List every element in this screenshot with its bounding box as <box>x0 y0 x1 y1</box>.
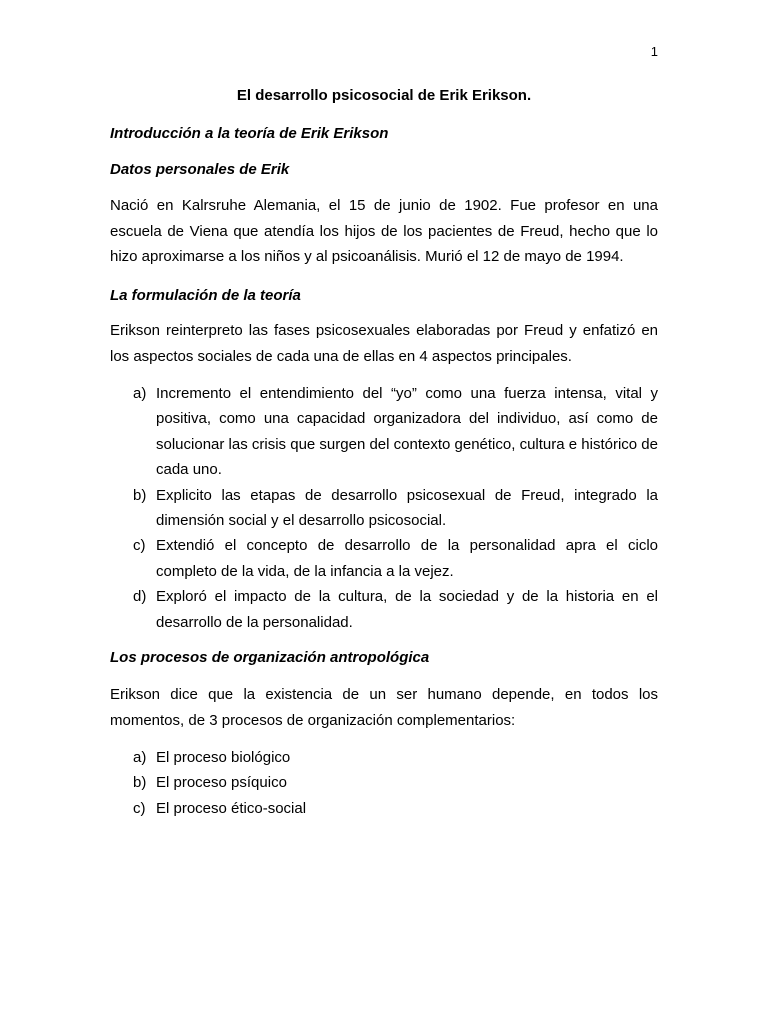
list-item <box>110 381 658 483</box>
heading-theory-formulation: La formulación de la teoría <box>110 287 301 304</box>
paragraph-personal-data: Nació en Kalrsruhe Alemania, el 15 de junio de 1902. Fue profesor en una escuela de Viena que atendía los hijos de los pacientes de Freud, hecho que lo hizo aproximarse a los niños y al psicoanálisis. Murió el 12 de mayo de 1994. <box>110 197 658 266</box>
list-marker: b) <box>133 774 147 792</box>
list-item <box>110 770 658 795</box>
list-item <box>110 745 658 770</box>
list-item <box>110 796 658 821</box>
list-item-text: Exploró el impacto de la cultura, de la sociedad y de la historia en el desarrollo de la personalidad. <box>156 588 658 631</box>
list-item <box>110 533 658 584</box>
list-item-text: Incremento el entendimiento del “yo” como una fuerza intensa, vital y positiva, como una capacidad organizadora del individuo, así como de solucionar las crisis que surgen del contexto genético, cultura e histórico de cada uno. <box>156 385 658 479</box>
paragraph-organization-processes: Erikson dice que la existencia de un ser humano depende, en todos los momentos, de 3 procesos de organización complementarios: <box>110 686 658 729</box>
list-item-text: Explicito las etapas de desarrollo psicosexual de Freud, integrado la dimensión social y el desarrollo psicosocial. <box>156 486 658 530</box>
paragraph-theory-formulation: Erikson reinterpreto las fases psicosexuales elaboradas por Freud y enfatizó en los aspectos sociales de cada una de ellas en 4 aspectos principales. <box>110 322 658 365</box>
page-number: 1 <box>650 44 658 59</box>
heading-personal-data: Datos personales de Erik <box>110 161 290 178</box>
list-item-text: El proceso ético-social <box>156 799 307 817</box>
list-marker: c) <box>133 537 146 555</box>
list-marker: d) <box>133 588 147 606</box>
list-item <box>110 483 658 534</box>
list-item-text: El proceso psíquico <box>156 774 287 792</box>
heading-intro: Introducción a la teoría de Erik Erikson <box>110 125 389 142</box>
document-title: El desarrollo psicosocial de Erik Erikson. <box>236 87 532 104</box>
list-marker: a) <box>133 749 147 766</box>
list-item <box>110 584 658 635</box>
heading-organization-processes: Los procesos de organización antropológica <box>110 649 430 666</box>
list-marker: b) <box>133 486 147 504</box>
list-item-text: Extendió el concepto de desarrollo de la personalidad apra el ciclo completo de la vida, de la infancia a la vejez. <box>156 537 658 580</box>
list-marker: c) <box>133 799 146 817</box>
aspects-list <box>110 381 658 635</box>
list-item-text: El proceso biológico <box>156 749 291 766</box>
processes-list <box>110 745 658 821</box>
list-marker: a) <box>133 385 147 402</box>
